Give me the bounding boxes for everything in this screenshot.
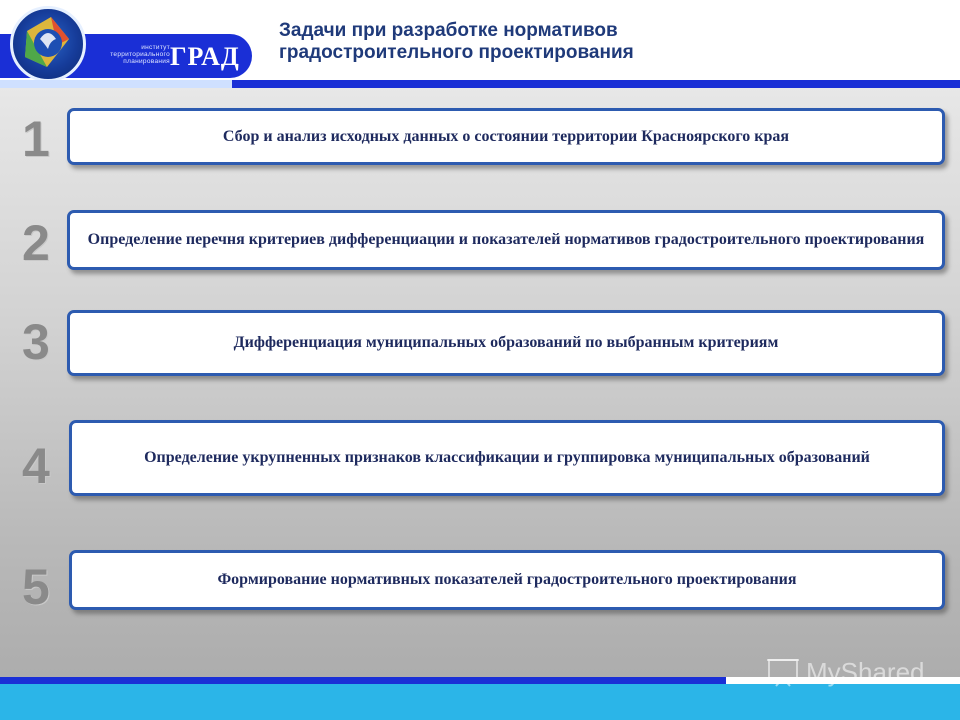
step-box-3 bbox=[67, 310, 945, 376]
institute-line-3: планирования bbox=[123, 58, 170, 65]
page-title-line-1: Задачи при разработке нормативов bbox=[279, 20, 618, 41]
step-number-5: 5 bbox=[22, 559, 48, 615]
institute-name bbox=[98, 44, 170, 65]
watermark-text: MyShared bbox=[806, 656, 925, 687]
step-text-2: Определение перечня критериев дифференциации и показателей нормативов градостроительного проектирования bbox=[87, 231, 925, 248]
institute-line-1: институт bbox=[141, 44, 170, 51]
step-text-3: Дифференциация муниципальных образований по выбранным критериям bbox=[233, 334, 779, 351]
footer-band bbox=[0, 684, 960, 720]
step-number-2: 2 bbox=[22, 215, 48, 271]
footer-divider bbox=[0, 677, 726, 684]
step-box-1 bbox=[67, 108, 945, 165]
step-text-5: Формирование нормативных показателей градостроительного проектирования bbox=[217, 571, 797, 588]
step-box-4 bbox=[69, 420, 945, 496]
step-number-1: 1 bbox=[22, 111, 48, 167]
watermark bbox=[766, 656, 925, 688]
step-text-1: Сбор и анализ исходных данных о состоянии территории Красноярского края bbox=[222, 127, 790, 145]
page-title bbox=[279, 20, 634, 64]
step-text-4: Определение укрупненных признаков классификации и группировка муниципальных образований bbox=[144, 449, 870, 466]
step-number-4: 4 bbox=[22, 438, 48, 494]
step-box-5 bbox=[69, 550, 945, 610]
step-box-2 bbox=[67, 210, 945, 270]
brand-name: ГРАД bbox=[170, 42, 240, 71]
institute-line-2: территориального bbox=[110, 51, 170, 58]
header-divider-highlight bbox=[0, 80, 232, 88]
page-title-line-2: градостроительного проектирования bbox=[279, 42, 634, 63]
step-number-3: 3 bbox=[22, 314, 48, 370]
presentation-board-icon bbox=[766, 656, 800, 688]
institute-logo-icon bbox=[10, 6, 86, 82]
